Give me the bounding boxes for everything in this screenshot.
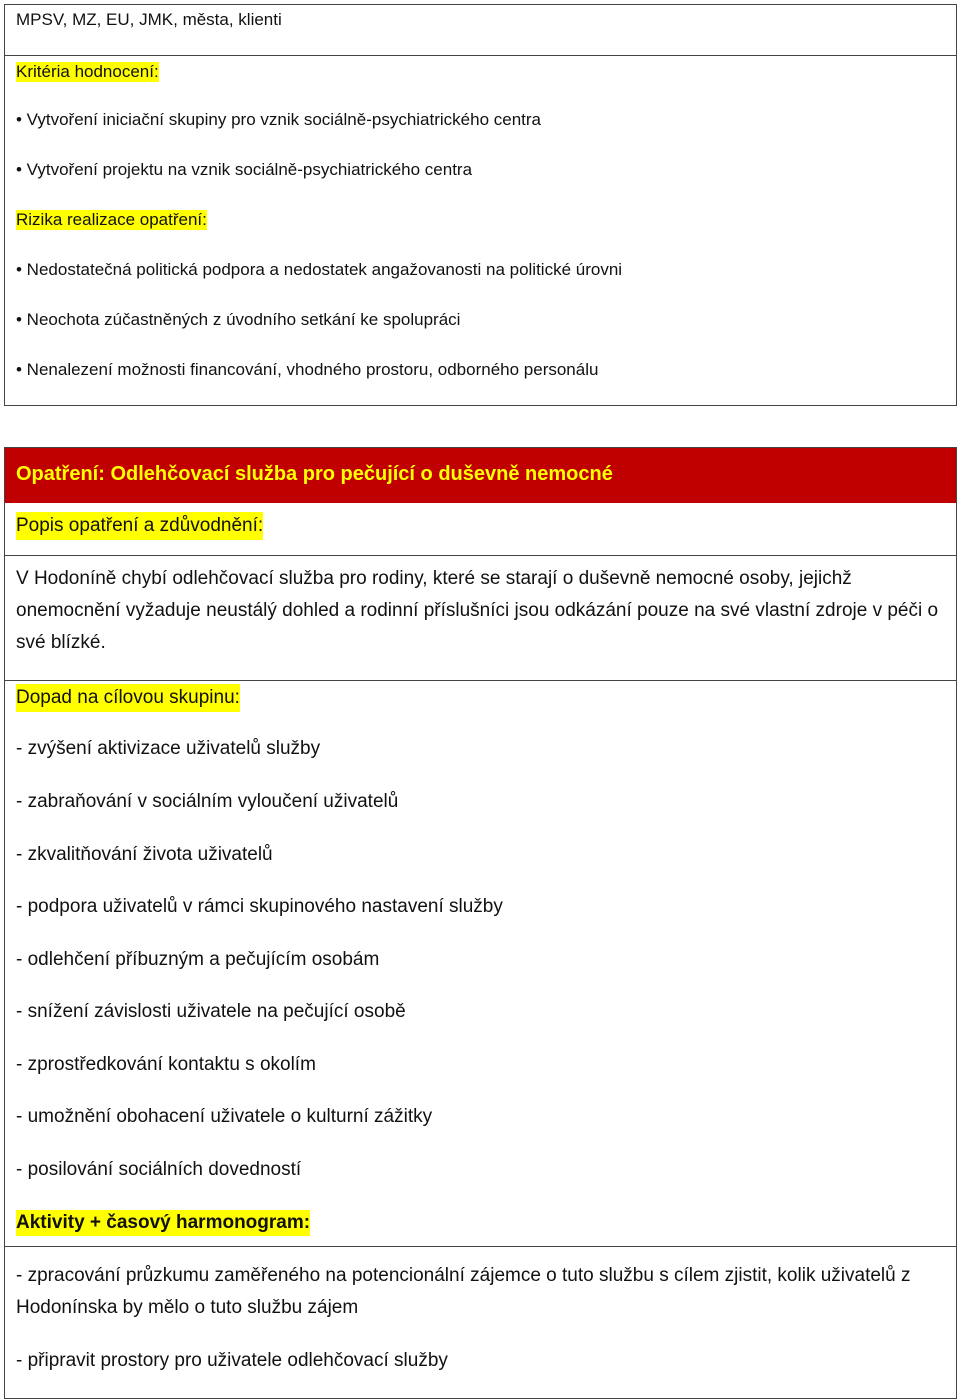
risk-item: • Neochota zúčastněných z úvodního setkání ke spolupráci [16, 310, 461, 329]
impact-item: - snížení závislosti uživatele na pečující osobě [16, 1001, 406, 1022]
impact-item: - zvýšení aktivizace uživatelů služby [16, 738, 321, 759]
measure-box [4, 447, 957, 1399]
activities-heading: Aktivity + časový harmonogram: [16, 1210, 310, 1236]
description-text: V Hodoníně chybí odlehčovací služba pro rodiny, které se starají o duševně nemocné osoby, jejichž onemocnění vyžaduje neustálý dohled a rodinní příslušníci jsou odkázání pouze na své vlastní zdroje v péči o své blízké. [16, 568, 939, 653]
impact-item: - zkvalitňování života uživatelů [16, 844, 273, 865]
divider [5, 1246, 956, 1247]
criteria-risks-box [4, 4, 957, 406]
activity-item: - připravit prostory pro uživatele odlehčovací služby [16, 1350, 448, 1371]
impact-item: - umožnění obohacení uživatele o kulturní zážitky [16, 1106, 433, 1127]
divider [5, 555, 956, 556]
divider [5, 55, 956, 56]
description-heading: Popis opatření a zdůvodnění: [16, 512, 263, 540]
impact-item: - zabraňování v sociálním vyloučení uživatelů [16, 791, 399, 812]
divider [5, 680, 956, 681]
activity-item: - zpracování průzkumu zaměřeného na potencionální zájemce o tuto službu s cílem zjistit, kolik uživatelů z Hodonínska by mělo o tuto službu zájem [16, 1265, 911, 1318]
criteria-item: • Vytvoření projektu na vznik sociálně-psychiatrického centra [16, 160, 473, 179]
criteria-heading: Kritéria hodnocení: [16, 62, 159, 81]
risks-heading: Rizika realizace opatření: [16, 210, 207, 229]
impact-item: - posilování sociálních dovedností [16, 1159, 302, 1180]
partners-text: MPSV, MZ, EU, JMK, města, klienti [16, 10, 282, 29]
criteria-item: • Vytvoření iniciační skupiny pro vznik sociálně-psychiatrického centra [16, 110, 541, 129]
measure-title: Opatření: Odlehčovací služba pro pečující o duševně nemocné [16, 463, 613, 485]
impact-item: - odlehčení příbuzným a pečujícím osobám [16, 949, 380, 970]
risk-item: • Nenalezení možnosti financování, vhodného prostoru, odborného personálu [16, 360, 599, 379]
impact-item: - podpora uživatelů v rámci skupinového nastavení služby [16, 896, 503, 917]
risk-item: • Nedostatečná politická podpora a nedostatek angažovanosti na politické úrovni [16, 260, 623, 279]
impact-heading: Dopad na cílovou skupinu: [16, 684, 240, 712]
impact-item: - zprostředkování kontaktu s okolím [16, 1054, 316, 1075]
